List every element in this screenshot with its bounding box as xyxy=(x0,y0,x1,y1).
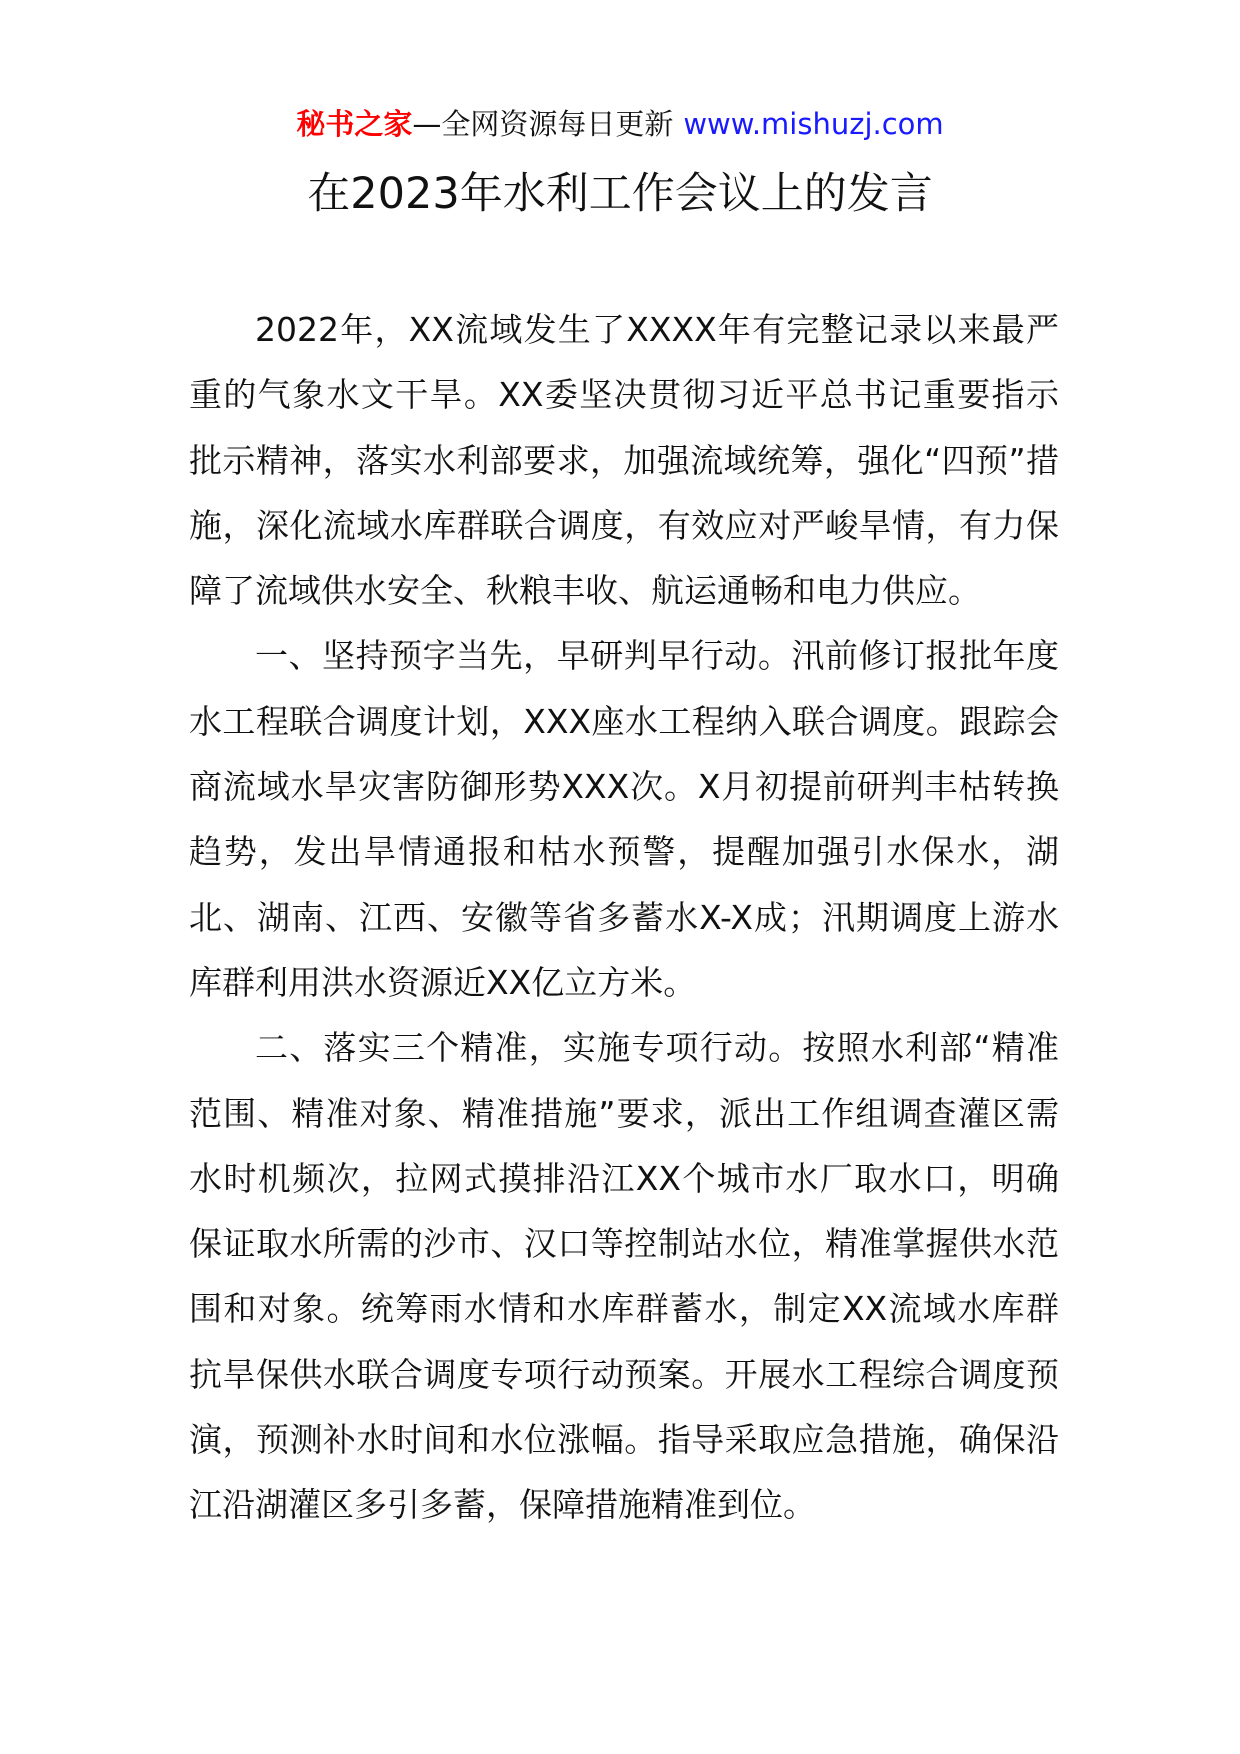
site-brand: 秘书之家 xyxy=(296,107,413,141)
paragraph-section-one: 一、坚持预字当先，早研判早行动。汛前修订报批年度水工程联合调度计划，XXX座水工程纳入联合调度。跟踪会商流域水旱灾害防御形势XXX次。X月初提前研判丰枯转换趋势，发出旱情通报和枯水预警，提醒加强引水保水，湖北、湖南、江西、安徽等省多蓄水X-X成；汛期调度上游水库群利用洪水资源近XX亿立方米。 xyxy=(189,636,1059,1002)
paragraph-intro: 2022年，XX流域发生了XXXX年有完整记录以来最严重的气象水文干旱。XX委坚决贯彻习近平总书记重要指示批示精神，落实水利部要求，加强流域统筹，强化“四预”措施，深化流域水库群联合调度，有效应对严峻旱情，有力保障了流域供水安全、秋粮丰收、航运通畅和电力供应。 xyxy=(189,310,1059,611)
site-url-link[interactable]: www.mishuzj.com xyxy=(683,107,944,141)
site-tagline: —全网资源每日更新 xyxy=(412,107,674,141)
document-body xyxy=(189,297,1059,1538)
paragraph-section-two: 二、落实三个精准，实施专项行动。按照水利部“精准范围、精准对象、精准措施”要求，派出工作组调查灌区需水时机频次，拉网式摸排沿江XX个城市水厂取水口，明确保证取水所需的沙市、汉口等控制站水位，精准掌握供水范围和对象。统筹雨水情和水库群蓄水，制定XX流域水库群抗旱保供水联合调度专项行动预案。开展水工程综合调度预演，预测补水时间和水位涨幅。指导采取应急措施，确保沿江沿湖灌区多引多蓄，保障措施精准到位。 xyxy=(189,1028,1059,1525)
document-title: 在2023年水利工作会议上的发言 xyxy=(307,169,933,219)
site-header xyxy=(0,104,1240,144)
